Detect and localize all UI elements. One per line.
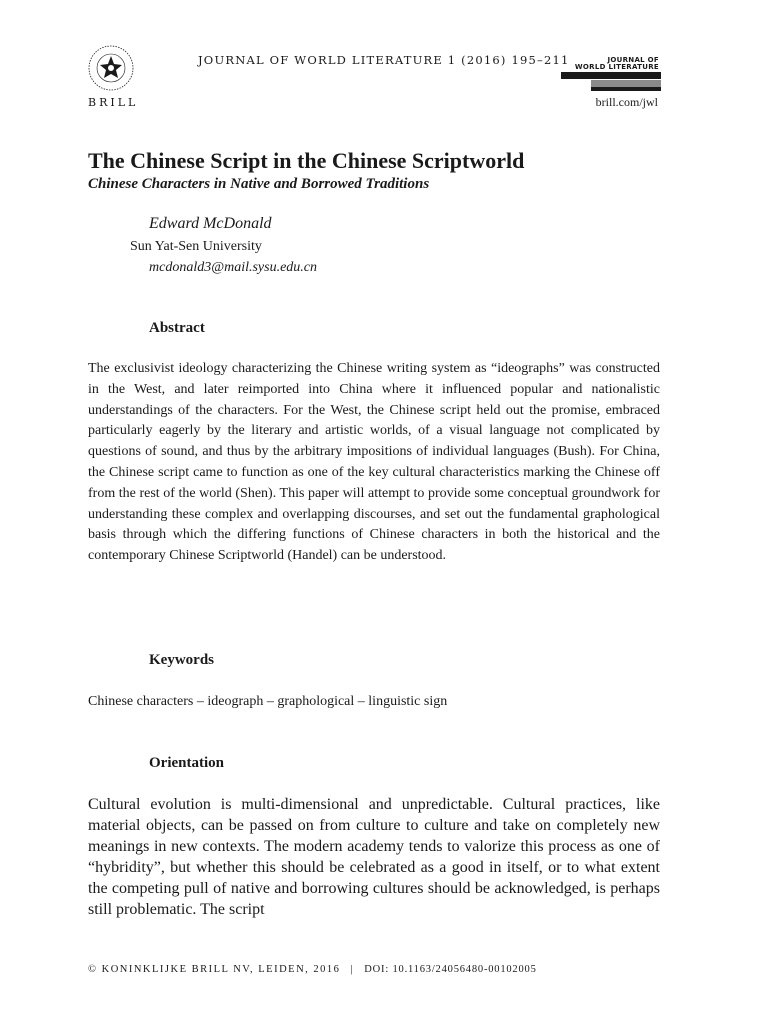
journal-logo-bar [591,87,661,91]
abstract-text: The exclusivist ideology characterizing the Chinese writing system as “ideographs” was constructed in the West, and later reimported into China where it influenced popular and nationalistic understandings of the characters. For the West, the Chinese script held out the promise, embraced particularly eagerly by the literary and artistic worlds, of a visual language not complicated by questions of sound, and thus by the arbitrary impositions of individual languages (Bush). For China, the Chinese script came to function as one of the key cultural characteristics marking the Chinese off from the rest of the world (Shen). This paper will attempt to provide some conceptual groundwork for understanding these complex and overlapping discourses, and set out the fundamental graphological basis through which the differing functions of Chinese characters in both the historical and the contemporary Chinese Scriptworld (Handel) can be understood. [88,361,660,564]
author-name: Edward McDonald [149,215,272,232]
journal-logo-bar [591,80,661,87]
author-affiliation: Sun Yat-Sen University [130,239,262,254]
article-title: The Chinese Script in the Chinese Scriptworld [88,148,525,173]
publisher-name: BRILL [88,96,139,109]
journal-logo-line1: JOURNAL OF [607,56,659,64]
abstract-heading: Abstract [149,320,205,336]
orientation-heading: Orientation [149,755,224,771]
journal-url-link[interactable]: brill.com/jwl [595,95,658,109]
keywords-heading: Keywords [149,652,214,668]
article-subtitle: Chinese Characters in Native and Borrowed Traditions [88,176,430,192]
journal-logo [561,52,661,92]
journal-logo-bar [561,72,661,79]
page-footer [88,964,537,975]
journal-logo-line2: WORLD LITERATURE [574,63,659,71]
author-email-link[interactable]: mcdonald3@mail.sysu.edu.cn [149,260,318,275]
running-head: JOURNAL OF WORLD LITERATURE 1 (2016) 195–211 [198,53,570,67]
copyright-text: KONINKLIJKE BRILL NV, LEIDEN, 2016 [101,964,341,975]
doi-link[interactable]: DOI: 10.1163/24056480-00102005 [364,964,537,975]
keywords-text: Chinese characters – ideograph – graphological – linguistic sign [88,694,448,709]
orientation-text: Cultural evolution is multi-dimensional and unpredictable. Cultural practices, like material objects, can be passed on from culture to culture and take on completely new meanings in new contexts. The modern academy tends to valorize this process as one of “hybridity”, but whether this should be celebrated as a good in itself, or to what extent the competing pull of native and borrowing cultures should be acknowledged, is perhaps still problematic. The script [88,796,660,918]
brill-seal-logo [87,44,135,92]
copyright-icon: © [88,964,98,975]
footer-separator: | [350,964,355,975]
